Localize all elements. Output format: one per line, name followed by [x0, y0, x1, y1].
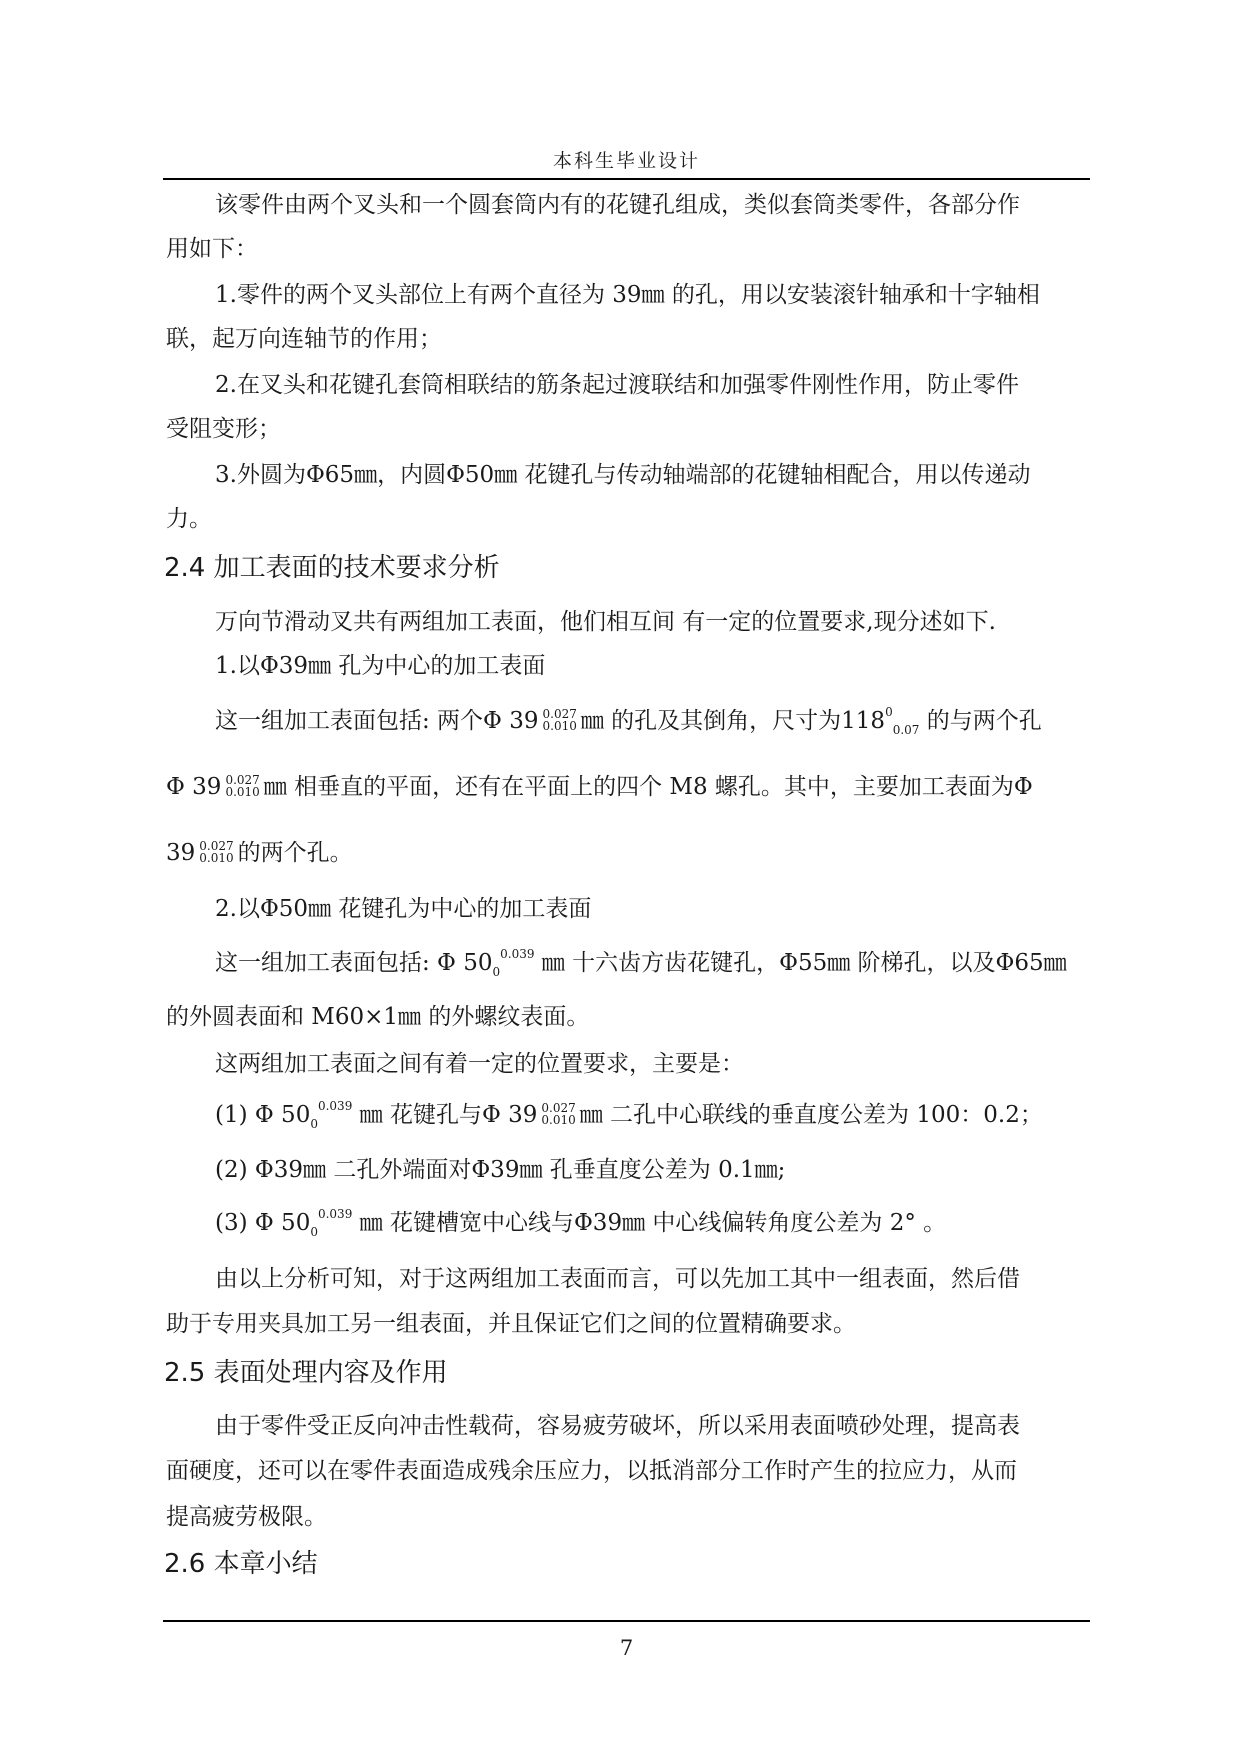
- intro-line-2: 用如下：: [166, 236, 258, 262]
- tolerance-lower: 0.010: [541, 1113, 576, 1127]
- tolerance-39: [199, 840, 233, 864]
- g1-l1-text-c: 的与两个孔: [919, 708, 1042, 734]
- group-1-line-1: [215, 706, 1042, 739]
- sup-50: 0.039: [500, 947, 535, 961]
- group-2-line-2: 的外圆表面和 M60×1㎜ 的外螺纹表面。: [166, 1004, 590, 1030]
- tolerance-39: [541, 1102, 575, 1126]
- page-header-title: 本科生毕业设计: [552, 150, 700, 172]
- item-3-line-1: 3.外圆为Φ65㎜，内圆Φ50㎜ 花键孔与传动轴端部的花键轴相配合，用以传递动: [215, 462, 1031, 488]
- tolerance-lower: 0.010: [542, 719, 577, 733]
- intro-line-1: 该零件由两个叉头和一个圆套筒内有的花键孔组成，类似套筒类零件，各部分作: [215, 192, 1020, 218]
- summary-line-1: 由以上分析可知，对于这两组加工表面而言，可以先加工其中一组表面，然后借: [215, 1266, 1020, 1292]
- sup-118: 0: [885, 705, 893, 719]
- g1-l3-text-b: 的两个孔。: [237, 840, 353, 866]
- r3-text-a: (3) Φ 50: [215, 1210, 311, 1236]
- tolerance-upper: 0.027: [541, 1101, 576, 1115]
- item-1-line-1: 1.零件的两个叉头部位上有两个直径为 39㎜ 的孔，用以安装滚针轴承和十字轴相: [215, 282, 1040, 308]
- section-2-5-line-1: 由于零件受正反向冲击性载荷，容易疲劳破坏，所以采用表面喷砂处理，提高表: [215, 1413, 1020, 1439]
- sub-118: 0.07: [892, 723, 920, 737]
- header-rule: [163, 178, 1090, 180]
- g1-l2-text-b: ㎜ 相垂直的平面，还有在平面上的四个 M8 螺孔。其中，主要加工表面为Φ: [263, 774, 1033, 800]
- summary-line-2: 助于专用夹具加工另一组表面，并且保证它们之间的位置精确要求。: [166, 1311, 856, 1337]
- g2-l1-text-a: 这一组加工表面包括: Φ 50: [215, 950, 493, 976]
- item-2-line-1: 2.在叉头和花键孔套筒相联结的筋条起过渡联结和加强零件刚性作用，防止零件: [215, 372, 1019, 398]
- g1-l3-text-a: 39: [166, 840, 196, 866]
- item-2-line-2: 受阻变形；: [166, 416, 281, 442]
- footer-rule: [163, 1620, 1090, 1622]
- sub-50: 0: [310, 1117, 318, 1131]
- g2-l1-text-b: ㎜ 十六齿方齿花键孔，Φ55㎜ 阶梯孔，以及Φ65㎜: [534, 950, 1067, 976]
- item-1-line-2: 联，起万向连轴节的作用；: [166, 326, 442, 352]
- requirements-intro: 这两组加工表面之间有着一定的位置要求，主要是：: [215, 1051, 744, 1077]
- r1-text-a: (1) Φ 50: [215, 1102, 311, 1128]
- sub-50: 0: [310, 1225, 318, 1239]
- group-2-line-1: [215, 948, 1067, 981]
- section-2-4-heading: 2.4 加工表面的技术要求分析: [164, 553, 500, 583]
- sub-50: 0: [492, 965, 501, 979]
- sup-50: 0.039: [317, 1099, 353, 1113]
- tolerance-39: [543, 708, 577, 732]
- requirement-3: [215, 1208, 946, 1241]
- r1-text-b: ㎜ 花键孔与Φ 39: [352, 1102, 538, 1128]
- section-2-6-heading: 2.6 本章小结: [164, 1549, 318, 1579]
- g1-l1-text-b: ㎜ 的孔及其倒角，尺寸为118: [580, 708, 886, 734]
- tolerance-39: [225, 774, 259, 798]
- tolerance-upper: 0.027: [199, 839, 234, 853]
- tolerance-upper: 0.027: [225, 773, 260, 787]
- section-2-5-line-3: 提高疲劳极限。: [166, 1504, 327, 1530]
- tolerance-lower: 0.010: [199, 851, 234, 865]
- requirement-2: (2) Φ39㎜ 二孔外端面对Φ39㎜ 孔垂直度公差为 0.1㎜;: [215, 1157, 786, 1183]
- requirement-1: [215, 1100, 1043, 1133]
- group-1-line-2: [166, 772, 1033, 802]
- r1-text-c: ㎜ 二孔中心联线的垂直度公差为 100：0.2；: [579, 1102, 1043, 1128]
- group-1-title: 1.以Φ39㎜ 孔为中心的加工表面: [215, 653, 546, 679]
- item-3-line-2: 力。: [166, 506, 212, 532]
- section-2-4-intro: 万向节滑动叉共有两组加工表面，他们相互间 有一定的位置要求,现分述如下.: [215, 609, 996, 635]
- sup-50: 0.039: [317, 1207, 353, 1221]
- section-2-5-heading: 2.5 表面处理内容及作用: [164, 1358, 448, 1388]
- r3-text-b: ㎜ 花键槽宽中心线与Φ39㎜ 中心线偏转角度公差为 2° 。: [352, 1210, 947, 1236]
- page-number: 7: [619, 1636, 634, 1660]
- g1-l1-text-a: 这一组加工表面包括: 两个Φ 39: [215, 708, 539, 734]
- tolerance-upper: 0.027: [542, 707, 577, 721]
- group-2-title: 2.以Φ50㎜ 花键孔为中心的加工表面: [215, 896, 592, 922]
- g1-l2-text-a: Φ 39: [166, 774, 222, 800]
- group-1-line-3: [166, 838, 353, 868]
- section-2-5-line-2: 面硬度，还可以在零件表面造成残余压应力，以抵消部分工作时产生的拉应力，从而: [166, 1458, 1017, 1484]
- tolerance-lower: 0.010: [225, 785, 260, 799]
